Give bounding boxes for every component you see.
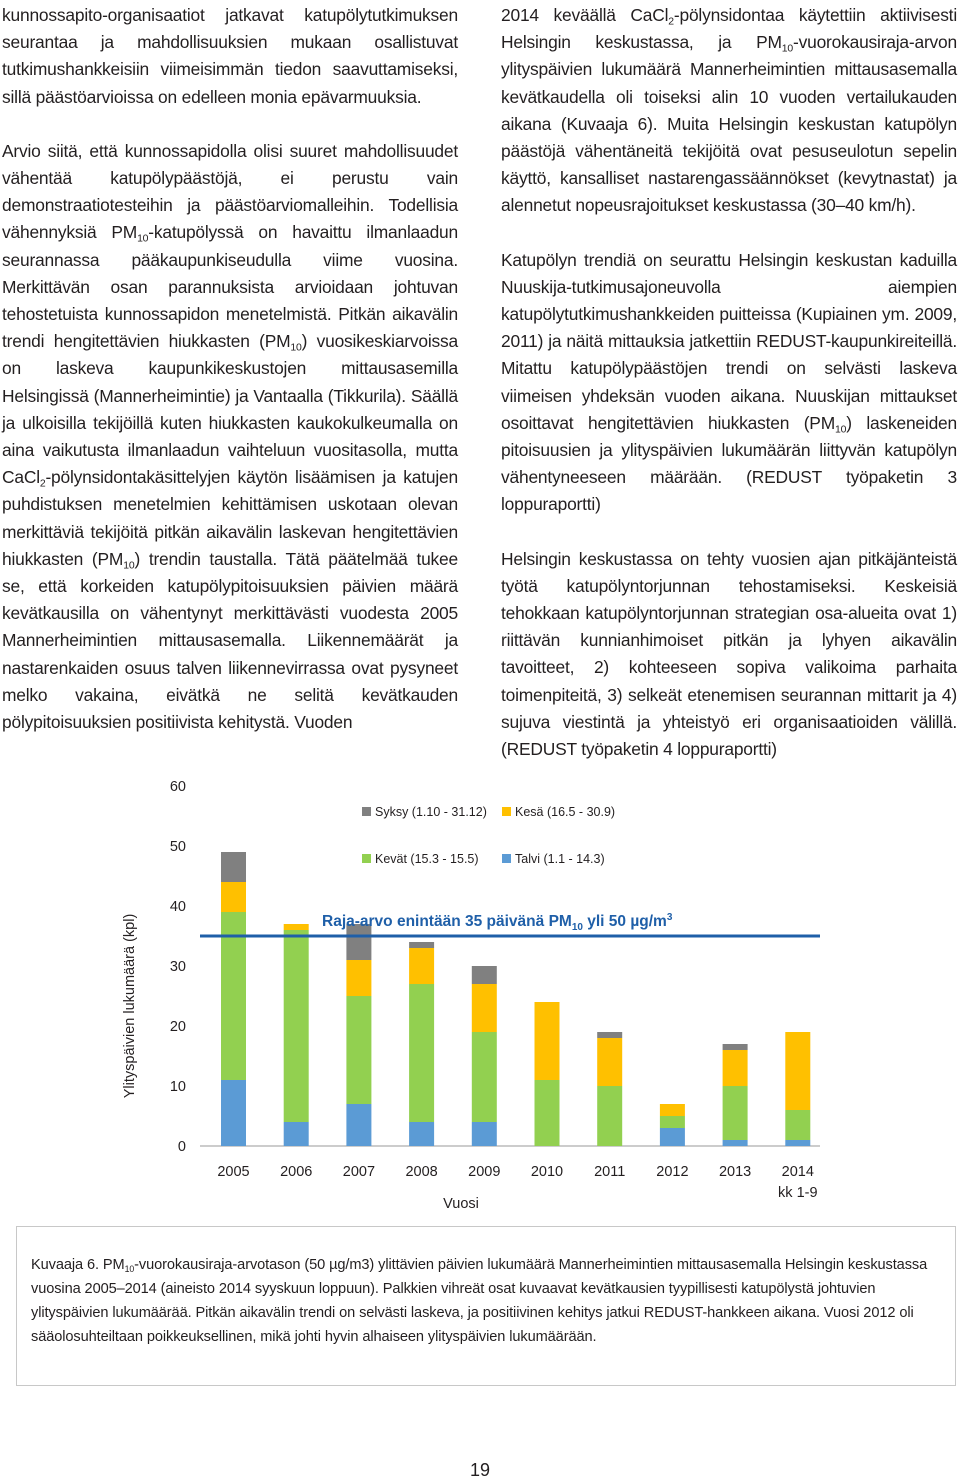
x-tick-label: 2007 <box>342 1164 376 1180</box>
x-tick-label: 2014 <box>781 1164 814 1180</box>
bar-segment <box>346 960 371 996</box>
bar-segment <box>660 1128 685 1146</box>
y-tick-label: 10 <box>169 1079 186 1095</box>
bar-segment <box>723 1044 748 1050</box>
page-number: 19 <box>469 1460 491 1480</box>
bar-segment <box>472 984 497 1032</box>
x-tick-label: 2013 <box>718 1164 752 1180</box>
x-tick-label: 2012 <box>656 1164 689 1180</box>
bar-segment <box>409 984 434 1122</box>
bar-segment <box>785 1110 810 1140</box>
legend-label: Kevät (15.3 - 15.5) <box>375 852 479 866</box>
x-tick-label: 2008 <box>405 1164 438 1180</box>
bar-segment <box>785 1140 810 1146</box>
bar-segment <box>346 996 371 1104</box>
y-tick-label: 0 <box>177 1139 186 1155</box>
legend-swatch <box>362 854 371 863</box>
y-tick-label: 20 <box>169 1019 186 1035</box>
x-tick-label: 2011 <box>594 1164 626 1180</box>
legend-label: Kesä (16.5 - 30.9) <box>515 805 616 819</box>
left-paragraph-2: Arvio siitä, että kunnossapidolla olisi suuret mahdollisuudet vähentää katupölypäästöjä, ei perustu vain demonstraatiotesteihin ja päästöarviomalleihin. Todellisia vähennyksiä $PM_{10}$-katupölyssä on havaittu ilmanlaadun seurannassa pääkaupunkiseudulla viime vuosina. Merkittävän osan parannuksista arvioidaan johtuvan tehostetuista kunnossapidon menetelmistä. Pitkän aikavälin trendi hengitettävien hiukkasten $(PM_{10})$ vuosikeskiarvoissa on laskeva kaupunkikeskustojen mittausasemilla Helsingissä (Mannerheimintie) ja Vantaalla (Tikkurila). Säällä ja ulkoisilla tekijöillä kuten hiukkasten kaukokulkeumalla on aina vaikutusta ilmanlaadun vaihteluun vuositasolla, mutta CaCl$_2$-pölynsidontakäsittelyjen käytön lisäämisen ja katujen puhdistuksen menetelmien kehittämisen uskotaan olevan merkittäviä tekijöitä pitkän aikavälin laskevan hengitettävien hiukkasten $(PM_{10})$ trendin taustalla. Tätä päätelmää tukee se, että korkeiden katupölypitoisuuksien päivien määrä kevätkausilla on vähentynyt merkittävästi vuodesta 2005 Mannerheimintien mittausasemalla. Liikennemäärät ja nastarenkaiden osuus talven liikennevirrassa ovat pysyneet melko vakaina, eivätkä ne selitä kevätkauden pölypitoisuuksien positiivista kehitystä. Vuoden <box>2 140 458 733</box>
left-paragraph-1: kunnossapito-organisaatiot jatkavat katupölytutkimuksen seurantaa ja mahdollisuuksien mukaan osallistuvat tutkimushankkeisiin viimeisimmän tiedon saavuttamiseksi, sillä päästöarvioissa on edelleen monia epävarmuuksia. <box>2 5 458 107</box>
bar-segment <box>723 1140 748 1146</box>
bar-segment <box>660 1116 685 1128</box>
legend-label: Syksy (1.10 - 31.12) <box>375 805 487 819</box>
y-tick-label: 60 <box>169 779 186 795</box>
x-axis-title: Vuosi <box>443 1196 479 1212</box>
bar-segment <box>472 1122 497 1146</box>
y-axis-title: Ylityspäivien lukumäärä (kpl) <box>122 913 138 1099</box>
legend-swatch <box>362 807 371 816</box>
legend-swatch <box>502 854 511 863</box>
bar-segment <box>597 1086 622 1146</box>
bar-segment <box>660 1104 685 1116</box>
bar-segment <box>785 1032 810 1110</box>
bar-segment <box>409 942 434 948</box>
bar-segment <box>221 852 246 882</box>
x-tick-label: 2006 <box>280 1164 313 1180</box>
x-tick-label: 2005 <box>217 1164 250 1180</box>
bar-segment <box>284 930 309 1122</box>
bar-segment <box>221 882 246 912</box>
figure-caption: Kuvaaja 6. $PM_{10}-vuorokausiraja$-arvotason (50 µg/m3) ylittävien päivien lukumäärä Mannerheimintien mittausasemalla Helsingin keskustassa vuosina 2005–2014 (aineisto 2014 syyskuun loppuun). Palkkien vihreät osat kuvaavat kevätkausien tyypillisesti katupölystä johtuvien ylityspäivien lukumäärää. Pitkän aikavälin trendi on selvästi laskeva, ja positiivinen kehitys jatkui REDUST-hankkeen aikana. Vuosi 2012 oli sääolosuhteiltaan poikkeuksellinen, mikä johti hyvin alhaiseen ylityspäivien lukumäärään. <box>16 1226 956 1386</box>
exceedance-days-chart <box>100 770 860 1220</box>
bar-segment <box>535 1080 560 1146</box>
bar-segment <box>723 1050 748 1086</box>
y-tick-label: 40 <box>169 899 186 915</box>
right-paragraph-2: Katupölyn trendiä on seurattu Helsingin keskustan kaduilla Nuuskija-tutkimusajoneuvolla aiempien katupölytutkimushankkeiden puitteissa (Kupiainen ym. 2009, 2011) ja näitä mittauksia jatkettiin REDUST-kaupunkireiteillä. Mitattu katupölypäästöjen trendi on selvästi laskeva viimeisen yhdeksän vuoden aikana. Nuuskijan mittaukset osoittavat hengitettävien hiukkasten $(PM_{10})$ laskeneiden pitoisuusien ja ylityspäivien lukumäärän liittyvän katupölyn vähentyneeseen määrään. (REDUST työpaketin 3 loppuraportti) <box>501 249 957 515</box>
bar-segment <box>535 1002 560 1080</box>
bar-segment <box>597 1032 622 1038</box>
bar-segment <box>221 1080 246 1146</box>
x-tick-sublabel: kk 1-9 <box>778 1185 818 1201</box>
right-text-column <box>501 2 957 763</box>
bar-segment <box>284 1122 309 1146</box>
bar-segment <box>723 1086 748 1140</box>
bar-segment <box>284 924 309 930</box>
bar-segment <box>472 1032 497 1122</box>
bar-segment <box>409 1122 434 1146</box>
y-tick-label: 30 <box>169 959 186 975</box>
legend-swatch <box>502 807 511 816</box>
y-tick-label: 50 <box>169 839 186 855</box>
bar-segment <box>472 966 497 984</box>
bar-segment <box>346 1104 371 1146</box>
x-tick-label: 2010 <box>530 1164 564 1180</box>
x-tick-label: 2009 <box>468 1164 501 1180</box>
reference-line-label: Raja-arvo enintään 35 päivänä $PM_{10}$ yli 50 $\mu g/m^3$ <box>322 912 673 933</box>
legend-label: Talvi (1.1 - 14.3) <box>515 852 605 866</box>
bar-segment <box>409 948 434 984</box>
right-paragraph-3: Helsingin keskustassa on tehty vuosien ajan pitkäjänteistä työtä katupölyntorjunnan tehostamiseksi. Keskeisiä tehokkaan katupölyntorjunnan strategian osa-alueita ovat 1) riittävän kunnianhimoiset pitkän ja lyhyen aikavälin tavoitteet, 2) kohteeseen sopiva valikoima parhaita toimenpiteitä, 3) selkeät etenemisen seurannan mittarit ja 4) sujuva viestintä ja yhteistyö eri organisaatioiden välillä. (REDUST työpaketin 4 loppuraportti) <box>501 548 957 760</box>
left-text-column <box>2 2 458 736</box>
right-paragraph-1: 2014 keväällä CaCl$_2$-pölynsidontaa käytettiin aktiivisesti Helsingin keskustassa, ja $PM_{10}-vuorokausiraja$-arvon ylityspäivien lukumäärä Mannerheimintien mittausasemalla kevätkaudella oli toiseksi alin 10 vuoden vertailukauden aikana (Kuvaaja 6). Muita Helsingin keskustan katupölyn päästöjä vähentäneitä tekijöitä ovat pesuseulotun sepelin käyttö, kansalliset nastarengassäännökset (kevytnastat) ja alennetut nopeusrajoitukset keskustassa (30–40 km/h). <box>501 5 957 216</box>
bar-segment <box>597 1038 622 1086</box>
